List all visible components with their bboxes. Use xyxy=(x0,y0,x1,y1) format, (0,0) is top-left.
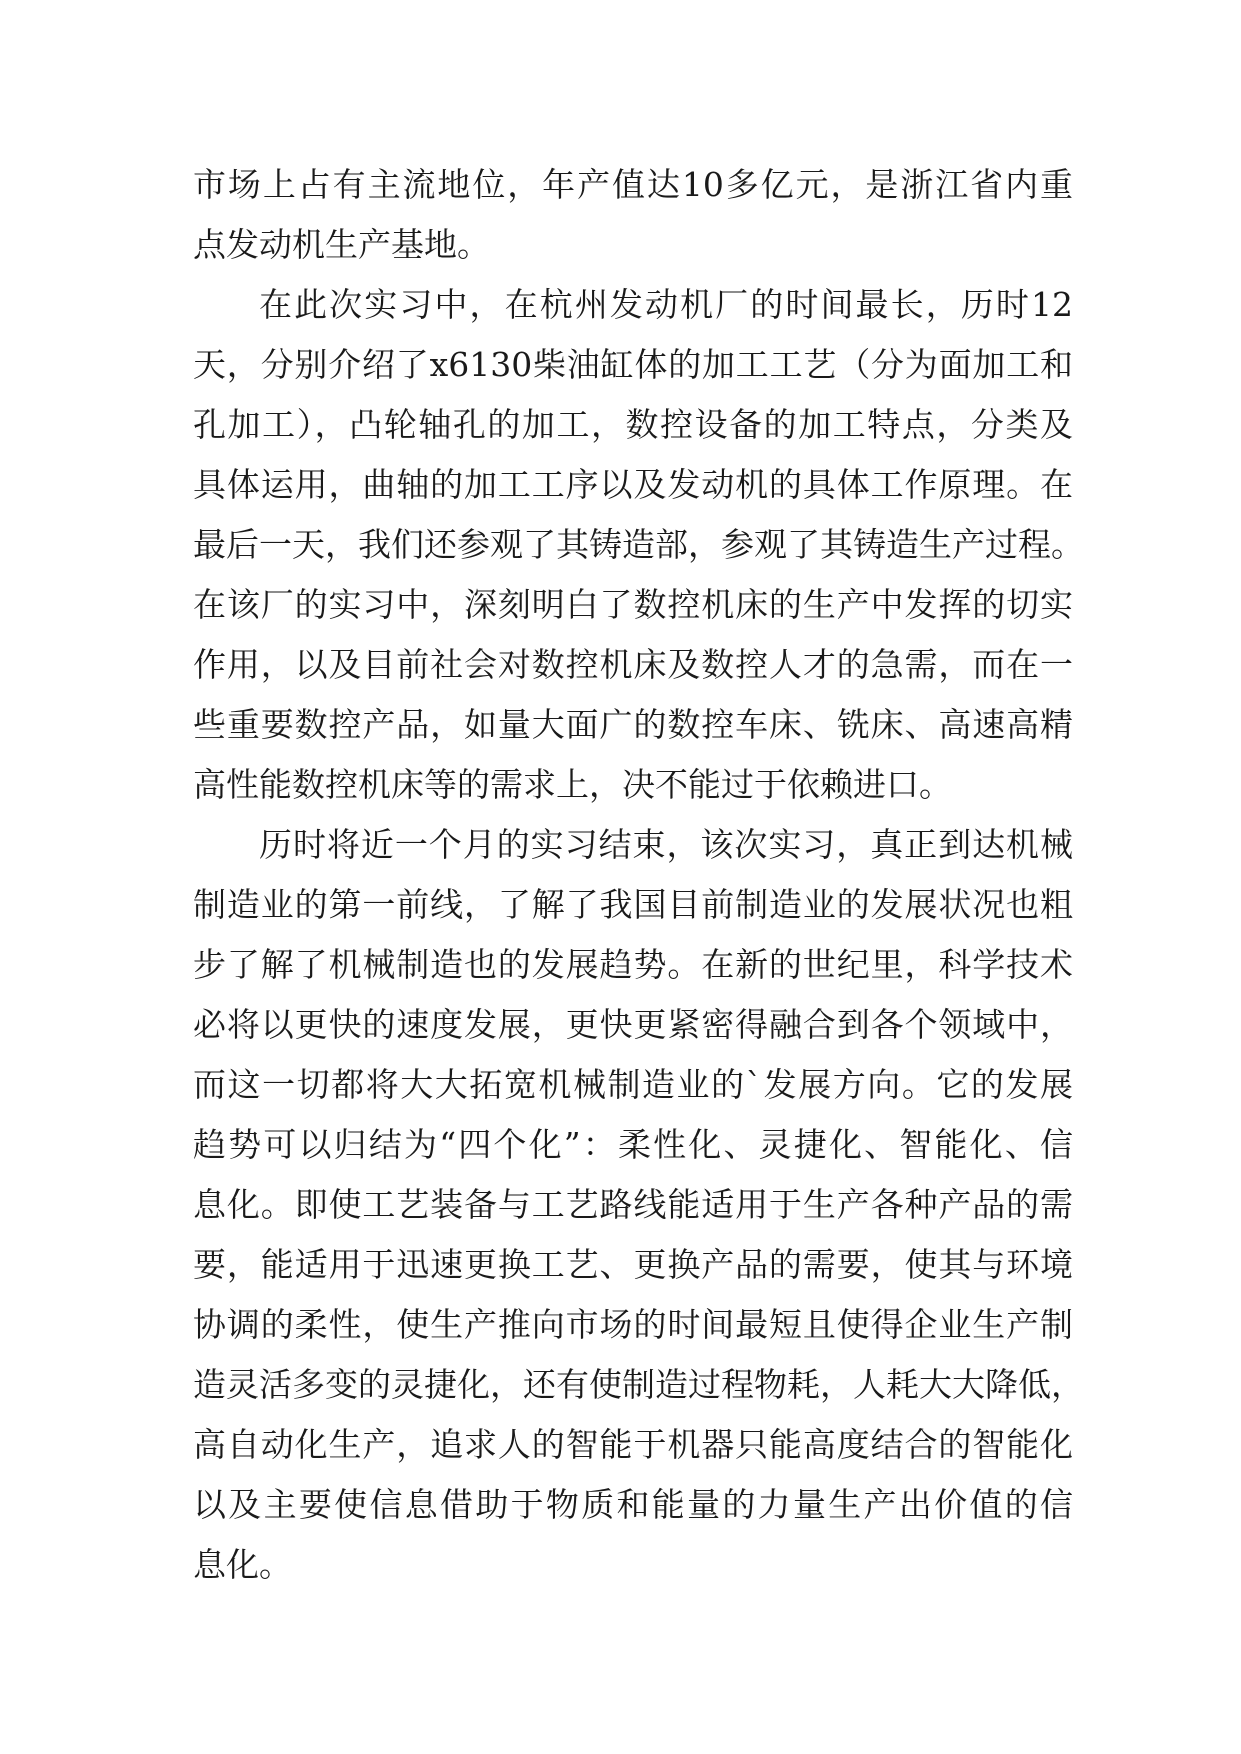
text-line: 而这一切都将大大拓宽机械制造业的`发展方向。它的发展 xyxy=(193,1065,1073,1104)
text-line: 必将以更快的速度发展，更快更紧密得融合到各个领域中， xyxy=(193,1005,1073,1044)
text-line: 最后一天，我们还参观了其铸造部，参观了其铸造生产过程。 xyxy=(193,525,1084,564)
text-line: 孔加工），凸轮轴孔的加工，数控设备的加工特点，分类及 xyxy=(193,405,1073,444)
text-line: 趋势可以归结为“四个化”：柔性化、灵捷化、智能化、信 xyxy=(193,1125,1073,1164)
text-line: 些重要数控产品，如量大面广的数控车床、铣床、高速高精 xyxy=(193,705,1073,744)
text-line: 高自动化生产，追求人的智能于机器只能高度结合的智能化 xyxy=(193,1425,1073,1464)
text-line: 市场上占有主流地位，年产值达10多亿元，是浙江省内重 xyxy=(193,165,1073,204)
text-line: 造灵活多变的灵捷化，还有使制造过程物耗，人耗大大降低， xyxy=(193,1365,1084,1404)
text-line: 步了解了机械制造也的发展趋势。在新的世纪里，科学技术 xyxy=(193,945,1073,984)
text-line: 点发动机生产基地。 xyxy=(193,225,490,264)
text-line: 制造业的第一前线，了解了我国目前制造业的发展状况也粗 xyxy=(193,885,1073,924)
text-line: 要，能适用于迅速更换工艺、更换产品的需要，使其与环境 xyxy=(193,1245,1073,1284)
text-line: 具体运用，曲轴的加工工序以及发动机的具体工作原理。在 xyxy=(193,465,1073,504)
text-line: 天，分别介绍了x6130柴油缸体的加工工艺（分为面加工和 xyxy=(193,345,1073,384)
text-line: 协调的柔性，使生产推向市场的时间最短且使得企业生产制 xyxy=(193,1305,1073,1344)
text-line: 作用，以及目前社会对数控机床及数控人才的急需，而在一 xyxy=(193,645,1073,684)
text-line: 以及主要使信息借助于物质和能量的力量生产出价值的信 xyxy=(193,1485,1073,1524)
text-line: 在此次实习中，在杭州发动机厂的时间最长，历时12 xyxy=(259,285,1073,324)
text-line: 在该厂的实习中，深刻明白了数控机床的生产中发挥的切实 xyxy=(193,585,1073,624)
body-text xyxy=(193,155,1084,1595)
text-line: 息化。即使工艺装备与工艺路线能适用于生产各种产品的需 xyxy=(193,1185,1073,1224)
text-line: 高性能数控机床等的需求上，决不能过于依赖进口。 xyxy=(193,765,952,804)
text-line: 历时将近一个月的实习结束，该次实习，真正到达机械 xyxy=(259,825,1073,864)
text-line: 息化。 xyxy=(193,1545,292,1584)
